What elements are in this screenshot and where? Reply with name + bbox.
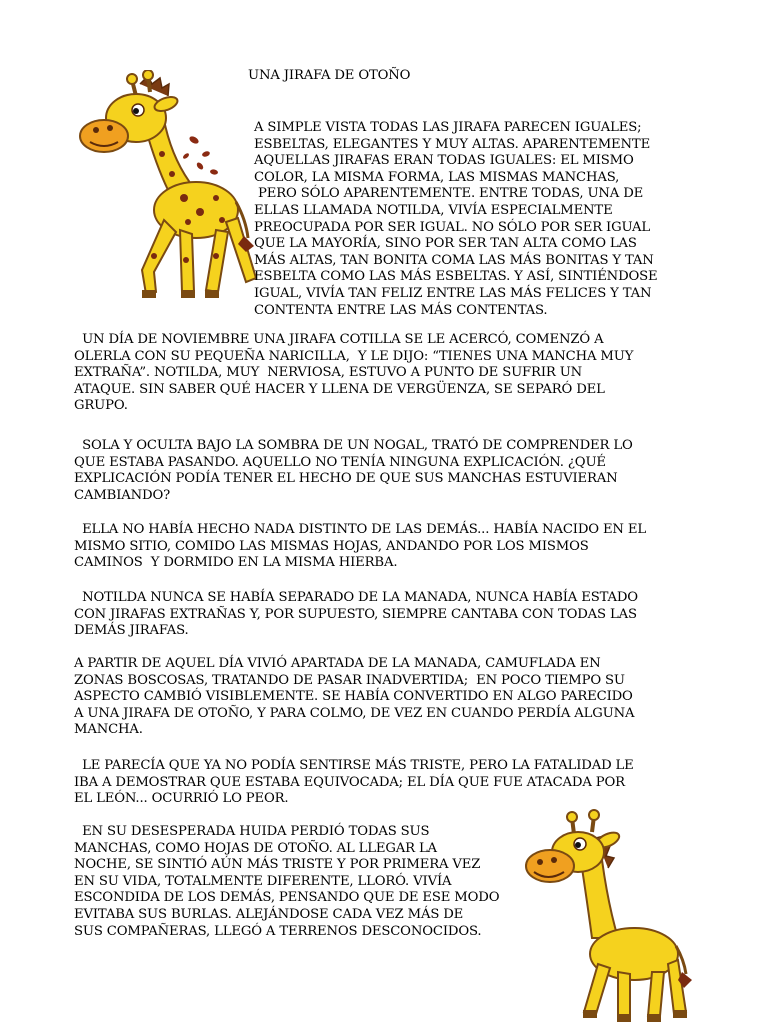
giraffe-with-leaves-illustration — [76, 70, 256, 306]
paragraph: SOLA Y OCULTA BAJO LA SOMBRA DE UN NOGAL, TRATÓ DE COMPRENDER LO QUE ESTABA PASANDO. AQUELLO NO TENÍA NINGUNA EXPLICACIÓN. ¿QUÉ EXPLICACIÓN PODÍA TENER EL HECHO DE QUE SUS MANCHAS ESTUVIERAN CAMBIANDO? — [74, 438, 633, 503]
paragraph: LE PARECÍA QUE YA NO PODÍA SENTIRSE MÁS TRISTE, PERO LA FATALIDAD LE IBA A DEMOSTRAR QUE ESTABA EQUIVOCADA; EL DÍA QUE FUE ATACADA POR EL LEÓN... OCURRIÓ LO PEOR. — [74, 758, 634, 807]
paragraph: EN SU DESESPERADA HUIDA PERDIÓ TODAS SUS MANCHAS, COMO HOJAS DE OTOÑO. AL LLEGAR LA NOCHE, SE SINTIÓ AÚN MÁS TRISTE Y POR PRIMERA VEZ EN SU VIDA, TOTALMENTE DIFERENTE, LLORÓ. VIVÍA ESCONDIDA DE LOS DEMÁS, PENSANDO QUE DE ESE MODO EVITABA SUS BURLAS. ALEJÁNDOSE CADA VEZ MÁS DE SUS COMPAÑERAS, LLEGÓ A TERRENOS DESCONOCIDOS. — [74, 824, 500, 939]
paragraph: ELLA NO HABÍA HECHO NADA DISTINTO DE LAS DEMÁS... HABÍA NACIDO EN EL MISMO SITIO, COMIDO LAS MISMAS HOJAS, ANDANDO POR LOS MISMOS CAMINOS Y DORMIDO EN LA MISMA HIERBA. — [74, 522, 646, 571]
smiling-giraffe-illustration — [522, 808, 702, 1024]
paragraph: NOTILDA NUNCA SE HABÍA SEPARADO DE LA MANADA, NUNCA HABÍA ESTADO CON JIRAFAS EXTRAÑAS Y, POR SUPUESTO, SIEMPRE CANTABA CON TODAS LAS DEMÁS JIRAFAS. — [74, 590, 638, 639]
paragraph: UN DÍA DE NOVIEMBRE UNA JIRAFA COTILLA SE LE ACERCÓ, COMENZÓ A OLERLA CON SU PEQUEÑA NARICILLA, Y LE DIJO: “TIENES UNA MANCHA MUY EXTRAÑA”. NOTILDA, MUY NERVIOSA, ESTUVO A PUNTO DE SUFRIR UN ATAQUE. SIN SABER QUÉ HACER Y LLENA DE VERGÜENZA, SE SEPARÓ DEL GRUPO. — [74, 332, 634, 414]
story-title: UNA JIRAFA DE OTOÑO — [248, 68, 411, 83]
paragraph: A SIMPLE VISTA TODAS LAS JIRAFA PARECEN IGUALES; ESBELTAS, ELEGANTES Y MUY ALTAS. APARENTEMENTE AQUELLAS JIRAFAS ERAN TODAS IGUALES: EL MISMO COLOR, LA MISMA FORMA, LAS MISMAS MANCHAS, PERO SÓLO APARENTEMENTE. ENTRE TODAS, UNA DE ELLAS LLAMADA NOTILDA, VIVÍA ESPECIALMENTE PREOCUPADA POR SER IGUAL. NO SÓLO POR SER IGUAL QUE LA MAYORÍA, SINO POR SER TAN ALTA COMO LAS MÁS ALTAS, TAN BONITA COMA LAS MÁS BONITAS Y TAN ESBELTA COMO LAS MÁS ESBELTAS. Y ASÍ, SINTIÉNDOSE IGUAL, VIVÍA TAN FELIZ ENTRE LAS MÁS FELICES Y TAN CONTENTA ENTRE LAS MÁS CONTENTAS. — [254, 120, 658, 318]
paragraph: A PARTIR DE AQUEL DÍA VIVIÓ APARTADA DE LA MANADA, CAMUFLADA EN ZONAS BOSCOSAS, TRATANDO DE PASAR INADVERTIDA; EN POCO TIEMPO SU ASPECTO CAMBIÓ VISIBLEMENTE. SE HABÍA CONVERTIDO EN ALGO PARECIDO A UNA JIRAFA DE OTOÑO, Y PARA COLMO, DE VEZ EN CUANDO PERDÍA ALGUNA MANCHA. — [74, 656, 635, 738]
